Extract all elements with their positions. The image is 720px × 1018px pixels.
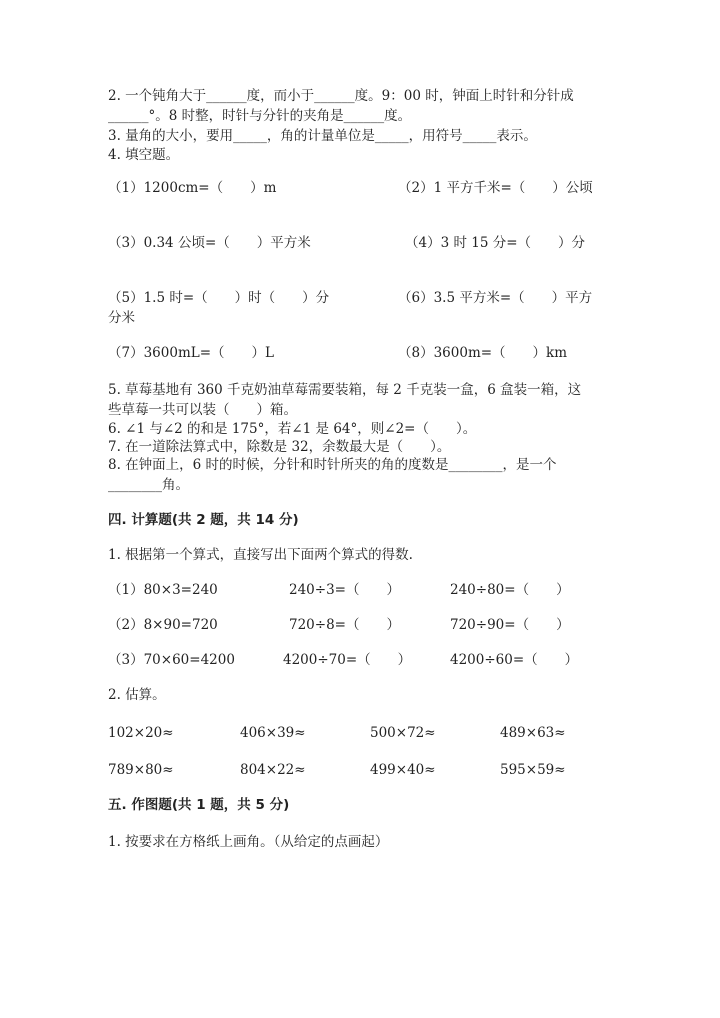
fill-item-3: （3）0.34 公顷=（ ）平方米 — [108, 235, 311, 251]
fill-item-7: （7）3600mL=（ ）L — [108, 345, 274, 361]
estimate-1: 102×20≈ — [108, 725, 174, 741]
calc-row3-b: 4200÷60=（ ） — [450, 652, 579, 668]
calc-q2-title: 2. 估算。 — [108, 687, 166, 703]
calc-q1-title: 1. 根据第一个算式，直接写出下面两个算式的得数. — [108, 547, 413, 563]
estimate-6: 804×22≈ — [240, 762, 306, 778]
q3-text: 3. 量角的大小，要用_____，角的计量单位是_____，用符号_____表示。 — [108, 128, 537, 144]
calc-row2-given: （2）8×90=720 — [108, 617, 218, 633]
q8-line2: ________角。 — [108, 477, 189, 493]
q2-line2: ______°。8 时整，时针与分针的夹角是______度。 — [108, 108, 412, 124]
estimate-2: 406×39≈ — [240, 725, 306, 741]
estimate-7: 499×40≈ — [370, 762, 436, 778]
calc-row1-b: 240÷80=（ ） — [450, 582, 570, 598]
calc-row3-given: （3）70×60=4200 — [108, 652, 235, 668]
fill-item-5: （5）1.5 时=（ ）时（ ）分 — [108, 290, 330, 306]
estimate-3: 500×72≈ — [370, 725, 436, 741]
fill-item-8: （8）3600m=（ ）km — [398, 345, 568, 361]
q7-text: 7. 在一道除法算式中，除数是 32，余数最大是（ ）。 — [108, 439, 451, 455]
calc-row2-b: 720÷90=（ ） — [450, 617, 570, 633]
fill-item-2: （2）1 平方千米=（ ）公顷 — [398, 180, 593, 196]
fill-item-6-continued: 分米 — [108, 310, 135, 326]
q8-line1: 8. 在钟面上，6 时的时候，分针和时针所夹的角的度数是________，是一个 — [108, 457, 557, 473]
section4-heading: 四. 计算题(共 2 题，共 14 分) — [108, 512, 299, 528]
calc-row1-given: （1）80×3=240 — [108, 582, 218, 598]
q5-line1: 5. 草莓基地有 360 千克奶油草莓需要装箱，每 2 千克装一盒，6 盒装一箱，这 — [108, 382, 582, 398]
estimate-5: 789×80≈ — [108, 762, 174, 778]
calc-row1-a: 240÷3=（ ） — [289, 582, 400, 598]
estimate-4: 489×63≈ — [500, 725, 566, 741]
section5-heading: 五. 作图题(共 1 题，共 5 分) — [108, 797, 290, 813]
calc-row3-a: 4200÷70=（ ） — [283, 652, 412, 668]
q4-title: 4. 填空题。 — [108, 147, 180, 163]
q2-line1: 2. 一个钝角大于______度，而小于______度。9：00 时，钟面上时针和分针成 — [108, 88, 574, 104]
calc-row2-a: 720÷8=（ ） — [289, 617, 400, 633]
q5-line2: 些草莓一共可以装（ ）箱。 — [108, 402, 297, 418]
estimate-8: 595×59≈ — [500, 762, 566, 778]
fill-item-6: （6）3.5 平方米=（ ）平方 — [398, 290, 593, 306]
q6-text: 6. ∠1 与∠2 的和是 175°，若∠1 是 64°，则∠2=（ ）。 — [108, 421, 477, 437]
fill-item-4: （4）3 时 15 分=（ ）分 — [405, 235, 586, 251]
drawing-q1-text: 1. 按要求在方格纸上画角。（从给定的点画起） — [108, 834, 389, 850]
fill-item-1: （1）1200cm=（ ）m — [108, 180, 277, 196]
